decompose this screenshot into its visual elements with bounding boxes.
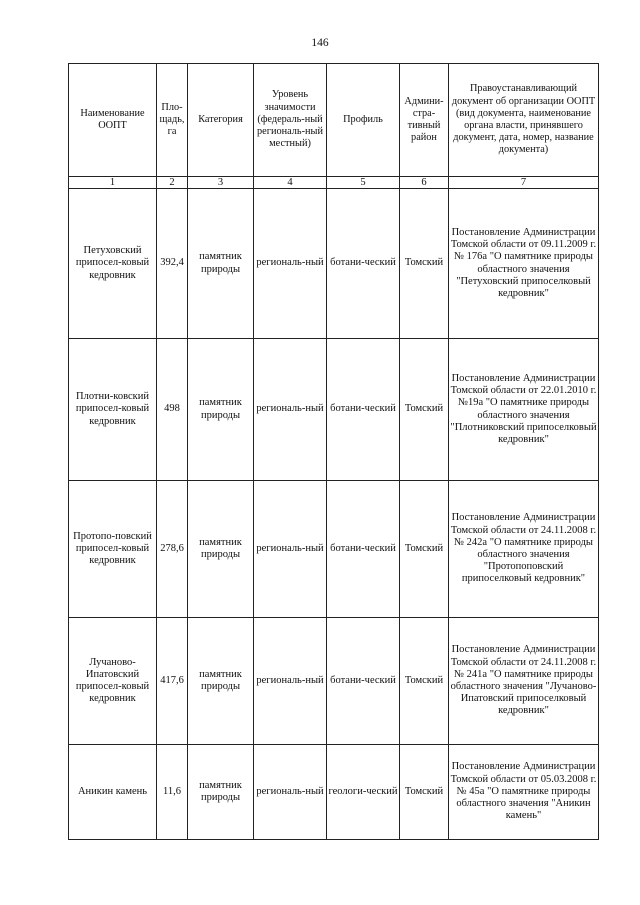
cell-document: Постановление Администрации Томской области от 09.11.2009 г. № 176а "О памятнике природы областного значения "Петуховский припоселковый кедровник" [449, 189, 599, 339]
table-row [69, 745, 599, 840]
cell-level: региональ-ный [254, 745, 327, 840]
cell-document: Постановление Администрации Томской области от 24.11.2008 г. № 242а "О памятнике природы областного значения "Протопоповский припоселковый кедровник" [449, 481, 599, 618]
header-level: Уровень значимости (федераль-ный региональ-ный местный) [254, 64, 327, 177]
cell-name: Плотни-ковский припосел-ковый кедровник [69, 339, 157, 481]
cell-profile: ботани-ческий [327, 339, 400, 481]
cell-level: региональ-ный [254, 618, 327, 745]
cell-area: 417,6 [157, 618, 188, 745]
cell-name: Лучаново-Ипатовский припосел-ковый кедровник [69, 618, 157, 745]
header-name: Наименование ООПТ [69, 64, 157, 177]
cell-district: Томский [400, 745, 449, 840]
cell-district: Томский [400, 189, 449, 339]
header-row [69, 64, 599, 177]
column-number: 4 [254, 177, 327, 189]
cell-profile: ботани-ческий [327, 481, 400, 618]
cell-name: Протопо-повский припосел-ковый кедровник [69, 481, 157, 618]
cell-category: памятник природы [188, 618, 254, 745]
header-category: Категория [188, 64, 254, 177]
column-number: 7 [449, 177, 599, 189]
cell-area: 392,4 [157, 189, 188, 339]
column-number: 6 [400, 177, 449, 189]
cell-document: Постановление Администрации Томской области от 05.03.2008 г. № 45а "О памятнике природы областного значения "Аникин камень" [449, 745, 599, 840]
cell-district: Томский [400, 618, 449, 745]
cell-name: Аникин камень [69, 745, 157, 840]
column-number-row [69, 177, 599, 189]
column-number: 2 [157, 177, 188, 189]
oopt-table [68, 63, 599, 840]
cell-area: 11,6 [157, 745, 188, 840]
table-row [69, 339, 599, 481]
cell-district: Томский [400, 339, 449, 481]
column-number: 1 [69, 177, 157, 189]
cell-district: Томский [400, 481, 449, 618]
header-area: Пло-щадь, га [157, 64, 188, 177]
column-number: 3 [188, 177, 254, 189]
cell-category: памятник природы [188, 745, 254, 840]
column-number: 5 [327, 177, 400, 189]
cell-level: региональ-ный [254, 481, 327, 618]
header-profile: Профиль [327, 64, 400, 177]
cell-profile: ботани-ческий [327, 618, 400, 745]
cell-name: Петуховский припосел-ковый кедровник [69, 189, 157, 339]
table-row [69, 481, 599, 618]
cell-category: памятник природы [188, 339, 254, 481]
cell-profile: геологи-ческий [327, 745, 400, 840]
cell-level: региональ-ный [254, 339, 327, 481]
cell-level: региональ-ный [254, 189, 327, 339]
cell-profile: ботани-ческий [327, 189, 400, 339]
table-row [69, 189, 599, 339]
cell-area: 278,6 [157, 481, 188, 618]
cell-category: памятник природы [188, 481, 254, 618]
table-row [69, 618, 599, 745]
cell-area: 498 [157, 339, 188, 481]
cell-category: памятник природы [188, 189, 254, 339]
cell-document: Постановление Администрации Томской области от 22.01.2010 г. №19а "О памятнике природы областного значения "Плотниковский припоселковый кедровник" [449, 339, 599, 481]
cell-document: Постановление Администрации Томской области от 24.11.2008 г. № 241а "О памятнике природы областного значения "Лучаново-Ипатовский припоселковый кедровник" [449, 618, 599, 745]
header-district: Админи-стра-тивный район [400, 64, 449, 177]
page-number: 146 [311, 37, 329, 49]
header-document: Правоустанавливающий документ об организации ООПТ (вид документа, наименование органа власти, принявшего документ, дата, номер, название документа) [449, 64, 599, 177]
